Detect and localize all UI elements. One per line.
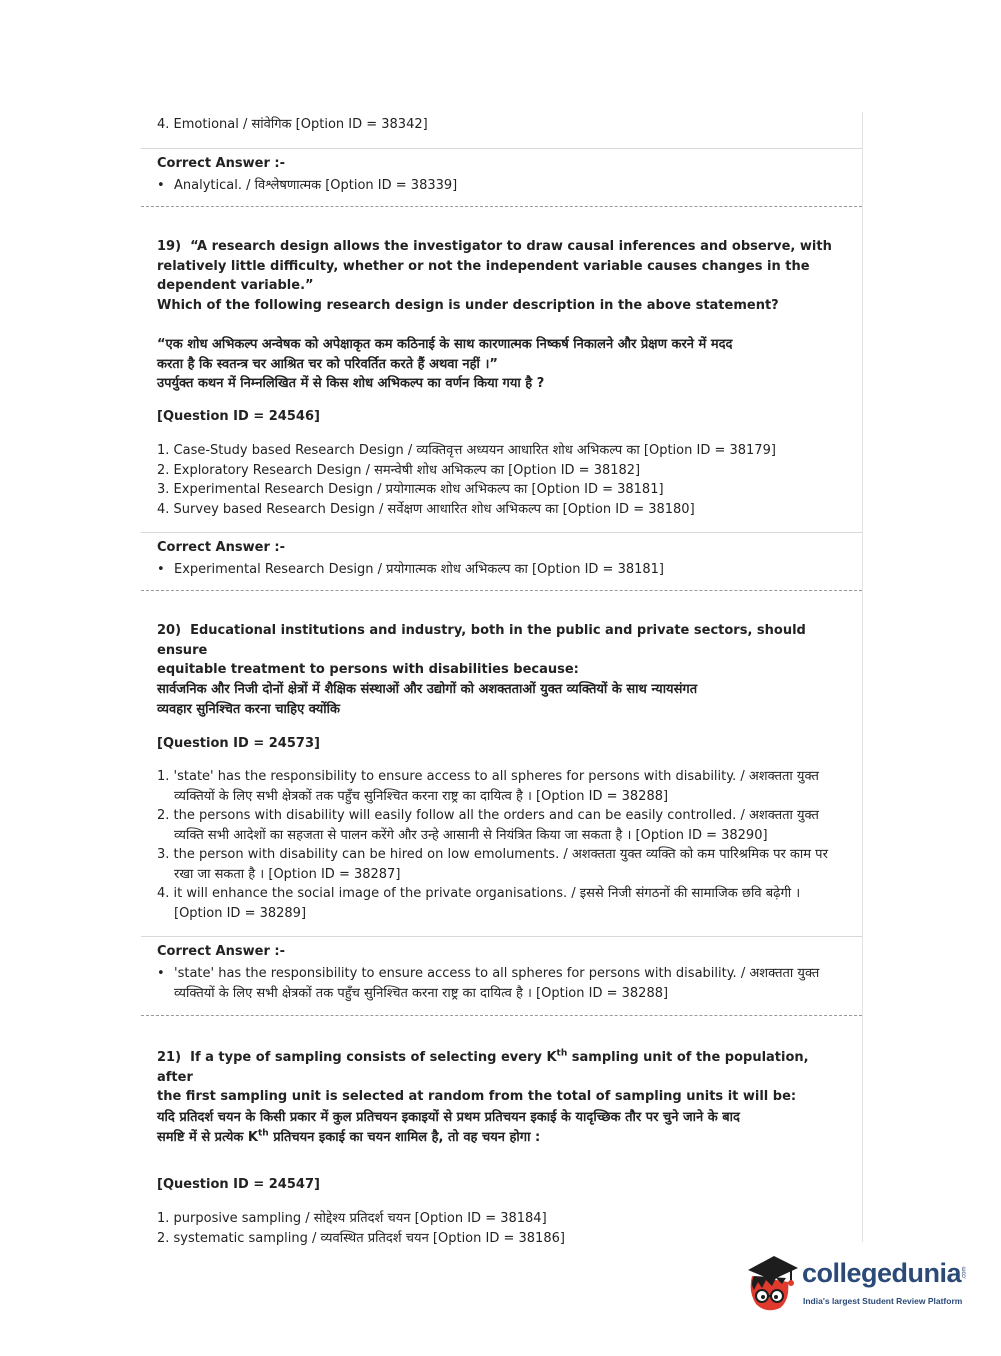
- option-1: 1. Case-Study based Research Design / व्यक्तिवृत्त अध्ययन आधारित शोध अभिकल्प का [Option ID = 38179]: [157, 443, 776, 458]
- correct-answer-label: Correct Answer :-: [157, 540, 285, 555]
- q20-hi-line-1: सार्वजनिक और निजी दोनों क्षेत्रों में शैक्षिक संस्थाओं और उद्योगों को अशक्तताओं युक्त व्यक्तियों के साथ न्यायसंगत: [157, 682, 698, 697]
- question-19: [141, 207, 862, 533]
- q20-hi-line-2: व्यवहार सुनिश्चित करना चाहिए क्योंकि: [157, 701, 341, 717]
- logo-wordmark: collegedunia: [802, 1258, 962, 1288]
- question-20-hindi: [157, 680, 847, 719]
- prev-option-row: [141, 112, 862, 149]
- q19-correct-answer-block: [141, 533, 862, 591]
- question-number: 21): [157, 1050, 182, 1065]
- logo-domain-suffix: .com: [961, 1266, 968, 1280]
- q19-hi-line-3: उपर्युक्त कथन में निम्नलिखित में से किस शोध अभिकल्प का वर्णन किया गया है ?: [157, 376, 545, 391]
- q21-hi-superscript: th: [257, 1128, 269, 1139]
- q21-en-part-b: sampling unit of the population, after: [157, 1050, 809, 1085]
- prev-option-4: 4. Emotional / सांवेगिक [Option ID = 38342]: [157, 117, 428, 132]
- question-id: [Question ID = 24573]: [157, 736, 320, 751]
- q21-options: [157, 1209, 565, 1248]
- question-19-hindi: [157, 335, 847, 394]
- collegedunia-logo: [742, 1248, 972, 1322]
- question-21-english: [157, 1048, 847, 1107]
- correct-answer-item: [157, 964, 847, 1003]
- correct-answer-label: Correct Answer :-: [157, 156, 285, 171]
- option-4: 4. Survey based Research Design / सर्वेक्षण आधारित शोध अभिकल्प का [Option ID = 38180]: [157, 501, 695, 517]
- option-1: 1. purposive sampling / सोद्देश्य प्रतिदर्श चयन [Option ID = 38184]: [157, 1211, 547, 1226]
- correct-answer-item: [157, 560, 664, 580]
- question-21-hindi: [157, 1108, 847, 1147]
- q19-hi-line-2: करता है कि स्वतन्त्र चर आश्रित चर को परिवर्तित करते हैं अथवा नहीं ।”: [157, 356, 498, 372]
- document-page: [141, 112, 863, 1246]
- q19-en-line-4: Which of the following research design is under description in the above statement?: [157, 297, 779, 313]
- option-3: 3. Experimental Research Design / प्रयोगात्मक शोध अभिकल्प का [Option ID = 38181]: [157, 482, 664, 497]
- question-20-english: [157, 621, 847, 680]
- correct-answer-label: Correct Answer :-: [157, 944, 285, 959]
- q21-hi-line-1: यदि प्रतिदर्श चयन के किसी प्रकार में कुल प्रतिचयन इकाइयों से प्रथम प्रतिचयन इकाई के यादृच्छिक तौर पर चुने जाने के बाद: [157, 1110, 740, 1125]
- correct-answer-text: • Experimental Research Design / प्रयोगात्मक शोध अभिकल्प का [Option ID = 38181]: [174, 562, 664, 577]
- q21-en-part-a: If a type of sampling consists of selecting every K: [190, 1050, 557, 1065]
- mascot-icon: [742, 1248, 802, 1318]
- q19-hi-line-1: “एक शोध अभिकल्प अन्वेषक को अपेक्षाकृत कम कठिनाई के साथ कारणात्मक निष्कर्ष निकालने और प्रेक्षण करने में मदद: [157, 337, 733, 352]
- question-21: [141, 1016, 862, 1246]
- option-2: 2. systematic sampling / व्यवस्थित प्रतिदर्श चयन [Option ID = 38186]: [157, 1230, 565, 1246]
- q21-hi-part-a: समष्टि में से प्रत्येक K: [157, 1129, 258, 1145]
- q21-en-superscript: th: [556, 1048, 568, 1059]
- option-3: 3. the person with disability can be hired on low emoluments. / अशक्तता युक्त व्यक्ति को कम पारिश्रमिक पर काम पर रखा जा सकता है । [Option ID = 38287]: [157, 847, 828, 882]
- q21-hi-part-b: प्रतिचयन इकाई का चयन शामिल है, तो वह चयन होगा :: [268, 1129, 541, 1145]
- question-number: 19): [157, 239, 182, 254]
- question-20: [141, 591, 862, 937]
- q19-options: [157, 441, 776, 519]
- question-id: [Question ID = 24546]: [157, 409, 320, 424]
- q19-en-line-1: “A research design allows the investigator to draw causal inferences and observe, with: [190, 239, 832, 254]
- q20-en-line-2: equitable treatment to persons with disabilities because:: [157, 662, 579, 677]
- option-4: 4. it will enhance the social image of the private organisations. / इससे निजी संगठनों की सामाजिक छवि बढ़ेगी । [Option ID = 38289]: [157, 886, 801, 921]
- q20-en-line-1: Educational institutions and industry, both in the public and private sectors, should ensure: [157, 623, 806, 658]
- correct-answer-text: • Analytical. / विश्लेषणात्मक [Option ID = 38339]: [174, 178, 458, 193]
- option-1: 1. 'state' has the responsibility to ensure access to all spheres for persons with disability. / अशक्तता युक्त व्यक्तियों के लिए सभी क्षेत्रकों तक पहुँच सुनिश्चित करना राष्ट्र का दायित्व है । [Option ID = 38288]: [157, 769, 819, 804]
- correct-answer-item: [157, 176, 457, 196]
- correct-answer-text: • 'state' has the responsibility to ensure access to all spheres for persons with disability. / अशक्तता युक्त व्यक्तियों के लिए सभी क्षेत्रकों तक पहुँच सुनिश्चित करना राष्ट्र का दायित्व है । [Option ID = 38288]: [174, 966, 820, 1001]
- q21-en-line-2: the first sampling unit is selected at random from the total of sampling units it will be:: [157, 1089, 797, 1104]
- option-2: 2. Exploratory Research Design / समन्वेषी शोध अभिकल्प का [Option ID = 38182]: [157, 462, 641, 478]
- prev-correct-answer-block: [141, 149, 862, 207]
- question-19-english: [157, 237, 847, 315]
- q19-en-line-2: relatively little difficulty, whether or not the independent variable causes changes in the: [157, 258, 810, 274]
- option-2: 2. the persons with disability will easily follow all the orders and can be easily controlled. / अशक्तता युक्त व्यक्ति सभी आदेशों का सहजता से पालन करेंगे और उन्हे आसानी से नियंत्रित किया जा सकता है । [Option ID = 38290]: [157, 808, 819, 843]
- q20-options: [157, 767, 847, 923]
- question-id: [Question ID = 24547]: [157, 1177, 320, 1192]
- q19-en-line-3: dependent variable.”: [157, 278, 314, 293]
- question-number: 20): [157, 623, 182, 638]
- q20-correct-answer-block: [141, 937, 862, 1016]
- logo-tagline: India's largest Student Review Platform: [803, 1296, 963, 1306]
